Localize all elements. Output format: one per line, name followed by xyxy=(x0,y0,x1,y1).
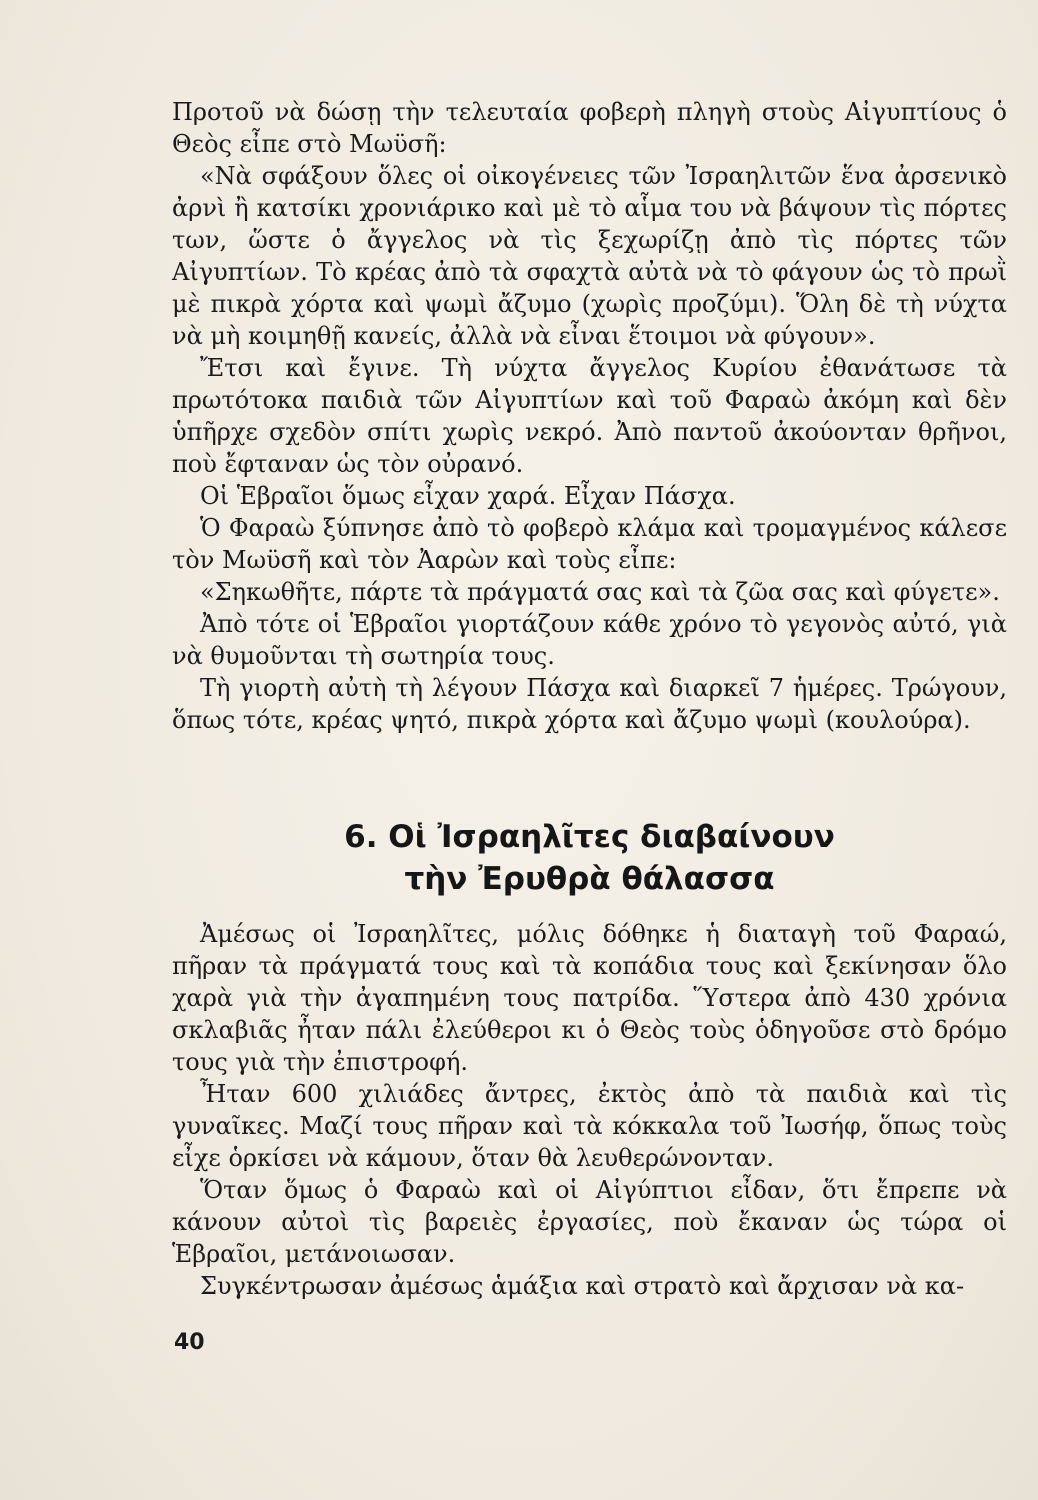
section-heading-line-1: 6. Οἱ Ἰσραηλῖτες διαβαίνουν xyxy=(344,819,835,855)
paragraph: Προτοῦ νὰ δώσῃ τὴν τελευταία φοβερὴ πληγὴ στοὺς Αἰγυπτίους ὁ Θεὸς εἶπε στὸ Μωϋσῆ: xyxy=(172,98,1007,158)
paragraph: «Νὰ σφάξουν ὅλες οἱ οἰκογένειες τῶν Ἰσραηλιτῶν ἕνα ἀρσενικὸ ἀρνὶ ἢ κατσίκι χρονιάρικο καὶ μὲ τὸ αἷμα του νὰ βάψουν τὶς πόρτες των, ὥστε ὁ ἄγγελος νὰ τὶς ξεχωρίζῃ ἀπὸ τὶς πόρτες τῶν Αἰγυπτίων. Τὸ κρέας ἀπὸ τὰ σφαχτὰ αὐτὰ νὰ τὸ φάγουν ὡς τὸ πρωῒ μὲ πικρὰ χόρτα καὶ ψωμὶ ἄζυμο (χωρὶς προζύμι). Ὅλη δὲ τὴ νύχτα νὰ μὴ κοιμηθῇ κανείς, ἀλλὰ νὰ εἶναι ἕτοιμοι νὰ φύγουν». xyxy=(172,162,1007,350)
paragraph: Ἀμέσως οἱ Ἰσραηλῖτες, μόλις δόθηκε ἡ διαταγὴ τοῦ Φαραώ, πῆραν τὰ πράγματά τους καὶ τὰ κοπάδια τους καὶ ξεκίνησαν ὅλο χαρὰ γιὰ τὴν ἀγαπημένη τους πατρίδα. Ὕστερα ἀπὸ 430 χρόνια σκλαβιᾶς ἦταν πάλι ἐλεύθεροι κι ὁ Θεὸς τοὺς ὁδηγοῦσε στὸ δρόμο τους γιὰ τὴν ἐπιστροφή. xyxy=(172,920,1007,1076)
paragraph: Ἦταν 600 χιλιάδες ἄντρες, ἐκτὸς ἀπὸ τὰ παιδιὰ καὶ τὶς γυναῖκες. Μαζί τους πῆραν καὶ τὰ κόκκαλα τοῦ Ἰωσήφ, ὅπως τοὺς εἶχε ὁρκίσει νὰ κάμουν, ὅταν θὰ λευθερώνονταν. xyxy=(172,1080,1007,1172)
paragraph: Ἔτσι καὶ ἔγινε. Τὴ νύχτα ἄγγελος Κυρίου ἐθανάτωσε τὰ πρωτότοκα παιδιὰ τῶν Αἰγυπτίων καὶ τοῦ Φαραὼ ἀκόμη καὶ δὲν ὑπῆρχε σχεδὸν σπίτι χωρὶς νεκρό. Ἀπὸ παντοῦ ἀκούονταν θρῆνοι, ποὺ ἔφταναν ὡς τὸν οὐρανό. xyxy=(172,354,1007,478)
paragraph: Ἀπὸ τότε οἱ Ἑβραῖοι γιορτάζουν κάθε χρόνο τὸ γεγονὸς αὐτό, γιὰ νὰ θυμοῦνται τὴ σωτηρία τους. xyxy=(172,610,1007,670)
paragraph: Οἱ Ἑβραῖοι ὅμως εἶχαν χαρά. Εἶχαν Πάσχα. xyxy=(200,482,736,510)
paragraph: Ὅταν ὅμως ὁ Φαραὼ καὶ οἱ Αἰγύπτιοι εἶδαν, ὅτι ἔπρεπε νὰ κάνουν αὐτοὶ τὶς βαρειὲς ἐργασίες, ποὺ ἔκαναν ὡς τώρα οἱ Ἑβραῖοι, μετάνοιωσαν. xyxy=(172,1176,1007,1268)
top-text-block xyxy=(172,96,1007,736)
paragraph: «Σηκωθῆτε, πάρτε τὰ πράγματά σας καὶ τὰ ζῶα σας καὶ φύγετε». xyxy=(200,578,1000,606)
paragraph: Ὁ Φαραὼ ξύπνησε ἀπὸ τὸ φοβερὸ κλάμα καὶ τρομαγμένος κάλεσε τὸν Μωϋσῆ καὶ τὸν Ἀαρὼν καὶ τοὺς εἶπε: xyxy=(172,514,1007,574)
bottom-text-block xyxy=(172,918,1007,1302)
section-heading xyxy=(172,816,1007,900)
section-heading-line-2: τὴν Ἐρυθρὰ θάλασσα xyxy=(404,861,775,897)
paragraph: Τὴ γιορτὴ αὐτὴ τὴ λέγουν Πάσχα καὶ διαρκεῖ 7 ἡμέρες. Τρώγουν, ὅπως τότε, κρέας ψητό, πικρὰ χόρτα καὶ ἄζυμο ψωμὶ (κουλούρα). xyxy=(172,674,1007,734)
paragraph: Συγκέντρωσαν ἀμέσως ἁμάξια καὶ στρατὸ καὶ ἄρχισαν νὰ κα- xyxy=(200,1272,965,1300)
page-number: 40 xyxy=(174,1330,205,1355)
